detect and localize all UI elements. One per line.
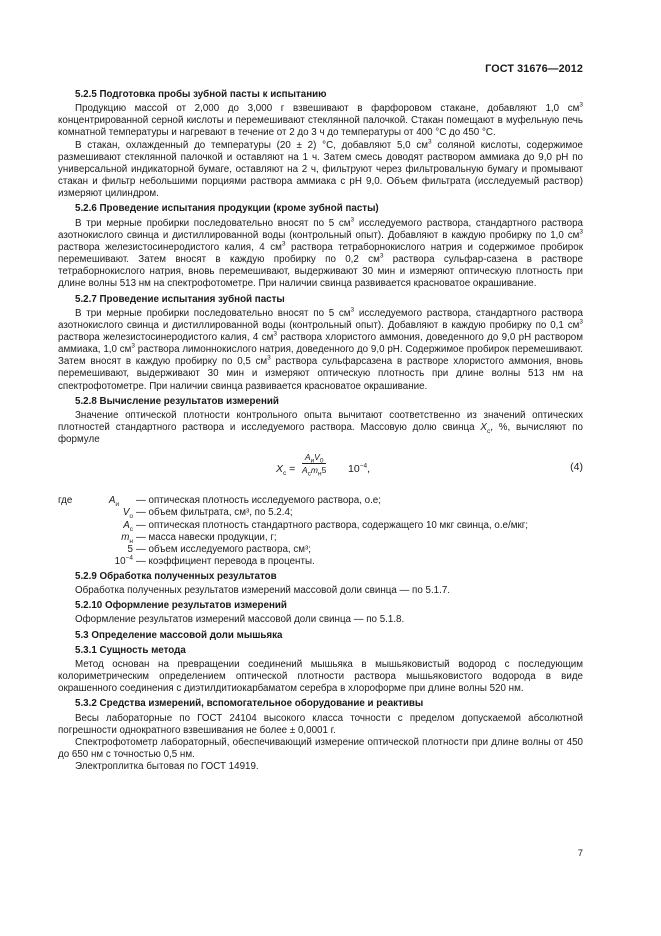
paragraph: Электроплитка бытовая по ГОСТ 14919. bbox=[75, 761, 259, 773]
paragraph: Значение оптической плотности контрольного опыта вычитают соответственно из значений оптических плотностей стандартного раствора и исследуемого раствора. Массовую долю свинца $X_с$, %, вычисляют по формуле bbox=[58, 409, 583, 446]
legend-row: где $A_и$ — оптическая плотность исследуемого раствора, о.е; bbox=[58, 495, 381, 509]
document-code: ГОСТ 31676—2012 bbox=[485, 63, 583, 75]
formula-lhs: $X_c$ = bbox=[276, 463, 296, 478]
section-5-2-5-title: 5.2.5 Подготовка пробы зубной пасты к испытанию bbox=[75, 89, 327, 100]
paragraph: Весы лабораторные по ГОСТ 24104 высокого класса точности с пределом допускаемой абсолютной погрешности однократного взвешивания не более ± 0,0001 г. bbox=[58, 712, 583, 736]
legend-row: 5 — объем исследуемого раствора, см³; bbox=[127, 543, 311, 555]
section-5-3-1-title: 5.3.1 Сущность метода bbox=[75, 644, 186, 656]
paragraph: Спектрофотометр лабораторный, обеспечивающий измерение оптической плотности при длине волны от 450 до 650 нм с точностью 0,5 нм. bbox=[58, 736, 583, 760]
paragraph: Продукцию массой от 2,000 до 3,000 г взвешивают в фарфоровом стакане, добавляют 1,0 $см^3$ концентрированной серной кислоты и перемешивают стеклянной палочкой. Стакан помещают в муфельную печь комнатной температуры и нагревают в течение от 2 до 3 ч до температуры от 400 °С до 450 °С. bbox=[58, 101, 583, 139]
legend-row: $V_о$ — объем фильтрата, см³, по 5.2.4; bbox=[122, 507, 293, 521]
formula-fraction bbox=[302, 452, 327, 479]
formula-numerator: $A_иV_0$ bbox=[302, 452, 326, 464]
formula-factor: $10^{-4}$, bbox=[348, 462, 371, 476]
section-5-2-6-title: 5.2.6 Проведение испытания продукции (кроме зубной пасты) bbox=[75, 203, 379, 215]
paragraph: В три мерные пробирки последовательно вносят по 5 $см^3$ исследуемого раствора, стандартного раствора азотнокислого свинца и дистиллированной воды (контрольный опыт). Добавляют в каждую пробирку по 1,0 $см^3$ раствора железистосинеродистого калия, 4 $см^3$ раствора тетраборнокислого натрия и содержимое пробирок перемешивают. Затем вносят в каждую пробирку по 0,2 $см^3$ раствора сульфар-сазена в растворе тетраборнокислого натрия, вновь перемешивают, выдерживают 30 мин и измеряют оптическую плотность при длине волны 513 нм на спектрофотометре. При наличии свинца развивается красноватое окрашивание. bbox=[58, 216, 583, 290]
section-5-2-7-title: 5.2.7 Проведение испытания зубной пасты bbox=[75, 293, 285, 305]
legend-row: $A_с$ — оптическая плотность стандартного раствора, содержащего 10 мкг свинца, о.е/мкг; bbox=[123, 519, 529, 533]
page-number: 7 bbox=[577, 848, 583, 859]
legend-row: $10^{-4}$ — коэффициент перевода в проценты. bbox=[114, 554, 315, 567]
paragraph: Метод основан на превращении соединений мышьяка в мышьяковистый водород с последующим колориметрическим определением оптической плотности раствора мышьяковистого водорода в виде окрашенного соединения с диэтилдитиокарбаматом серебра в хлороформе при длине волны 520 нм. bbox=[58, 658, 583, 695]
section-5-2-10-title: 5.2.10 Оформление результатов измерений bbox=[75, 600, 287, 612]
section-5-3-2-title: 5.3.2 Средства измерений, вспомогательное оборудование и реактивы bbox=[75, 698, 424, 710]
document-body bbox=[58, 89, 583, 773]
paragraph: Обработка полученных результатов измерений массовой доли свинца — по 5.1.7. bbox=[75, 585, 451, 597]
section-5-3-title: 5.3 Определение массовой доли мышьяка bbox=[75, 629, 283, 641]
section-5-2-9-title: 5.2.9 Обработка полученных результатов bbox=[75, 570, 277, 582]
paragraph: В три мерные пробирки последовательно вносят по 5 $см^3$ исследуемого раствора, стандартного раствора азотнокислого свинца и дистиллированной воды (контрольный опыт). Добавляют в каждую пробирку по 0,1 $см^3$ раствора железистосинеродистого калия, 4 $см^3$ раствора хлористого аммония, доведенного до 9,0 рН раствором аммиака, 1,0 $см^3$ раствора лимоннокислого натрия, доведенного до 9,0 рН. Содержимое пробирок перемешивают. Затем вносят в каждую пробирку по 0,5 $см^3$ раствора сульфарсазена в растворе хлористого аммония, вновь перемешивают, выдерживают 30 мин и измеряют оптическую плотность при длине волны 513 нм на спектрофотометре. При наличии свинца развивается красноватое окрашивание. bbox=[58, 306, 583, 392]
formula-4 bbox=[58, 450, 583, 490]
section-5-2-8-title: 5.2.8 Вычисление результатов измерений bbox=[75, 395, 279, 407]
formula-legend bbox=[58, 495, 583, 568]
paragraph: Оформление результатов измерений массовой доли свинца — по 5.1.8. bbox=[75, 614, 405, 626]
legend-row: $m_н$ — масса навески продукции, г; bbox=[121, 531, 277, 545]
formula-number: (4) bbox=[570, 461, 583, 474]
paragraph: В стакан, охлажденный до температуры (20 ± 2) °С, добавляют 5,0 $см^3$ соляной кислоты, содержимое размешивают стеклянной палочкой и оставляют на 1 ч. Затем смесь доводят раствором аммиака до 9,0 рН по универсальной индикаторной бумаге, оставляют на 2 ч, фильтруют через фильтровальную бумагу и промывают стакан и фильтр небольшими порциями раствора аммиака с рН 9,0. Объем фильтрата (исследуемый раствор) измеряют цилиндром. bbox=[58, 138, 583, 200]
formula-denominator: $A_cm_н5$ bbox=[302, 465, 327, 479]
